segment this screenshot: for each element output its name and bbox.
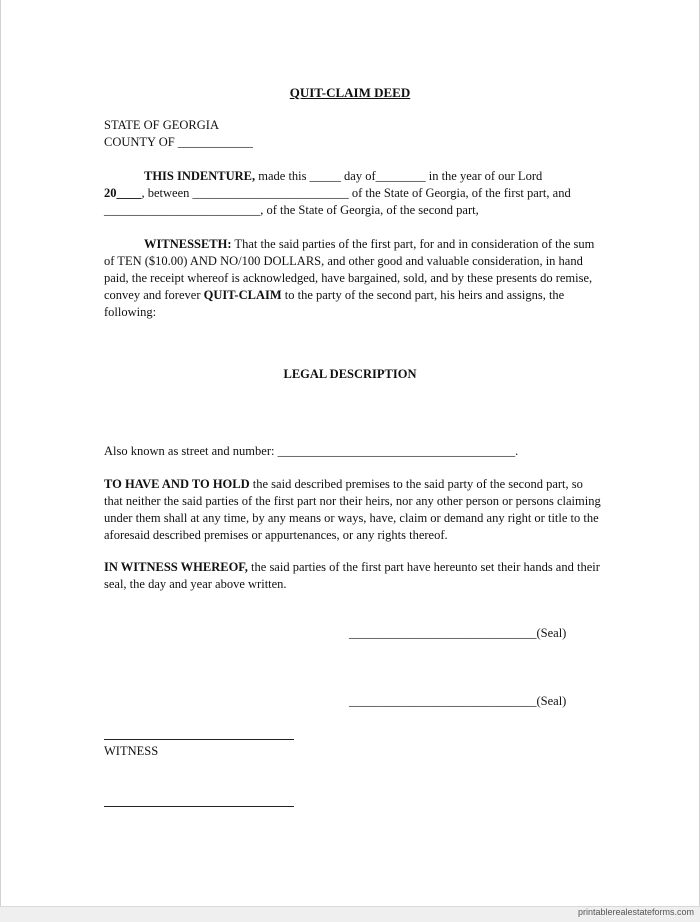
legal-description-heading: LEGAL DESCRIPTION [283, 367, 417, 381]
witness-label: WITNESS [104, 744, 159, 758]
witness-signature-line-2 [104, 806, 294, 807]
witnesseth-lead: WITNESSETH: [144, 237, 232, 251]
in-witness-lead: IN WITNESS WHEREOF, [104, 560, 248, 574]
state-line: STATE OF GEORGIA [104, 118, 219, 132]
source-footer: printablerealestateforms.com [577, 907, 694, 917]
witness-signature-line-1 [104, 739, 294, 740]
in-witness-paragraph [104, 559, 604, 593]
indenture-year: 20____ [104, 186, 142, 200]
indenture-line-2 [104, 185, 571, 202]
indenture-lead: THIS INDENTURE, [144, 169, 256, 183]
habendum-lead: TO HAVE AND TO HOLD [104, 477, 250, 491]
county-line: COUNTY OF ____________ [104, 135, 253, 149]
witnesseth-text-2: to the party of the second part, his heirs and assigns, the following: [104, 288, 565, 319]
quitclaim-term: QUIT-CLAIM [203, 288, 282, 302]
document-title: QUIT-CLAIM DEED [289, 85, 411, 100]
witnesseth-text-1: That the said parties of the first part, for and in consideration of the sum of TEN ($10.00) AND NO/100 DOLLARS, and other good and valuable consideration, in hand paid, the receipt whereof is acknowledged, have bargained, sold, and by these presents do remise, convey and forever [104, 237, 595, 302]
in-witness-text: the said parties of the first part have hereunto set their hands and their seal, the day and year above written. [104, 560, 600, 591]
indenture-line-3: _________________________, of the State of Georgia, of the second part, [104, 203, 479, 217]
witnesseth-paragraph [104, 236, 604, 321]
indenture-line-1 [104, 168, 542, 185]
habendum-text: the said described premises to the said party of the second part, so that neither the said parties of the first part nor their heirs, nor any other person or persons claiming under them shall at any time, by any means or ways, have, claim or demand any right or title to the aforesaid described premises or appurtenances, or any rights thereof. [104, 477, 601, 542]
habendum-paragraph [104, 476, 604, 544]
grantor-seal-line-1: ______________________________(Seal) [349, 626, 567, 640]
indenture-line-1-text: made this _____ day of________ in the year of our Lord [255, 169, 543, 183]
street-number-line: Also known as street and number: ______________________________________. [104, 444, 519, 458]
indenture-line-2-text: , between _________________________ of the State of Georgia, of the first part, and [141, 186, 571, 200]
grantor-seal-line-2: ______________________________(Seal) [349, 694, 567, 708]
